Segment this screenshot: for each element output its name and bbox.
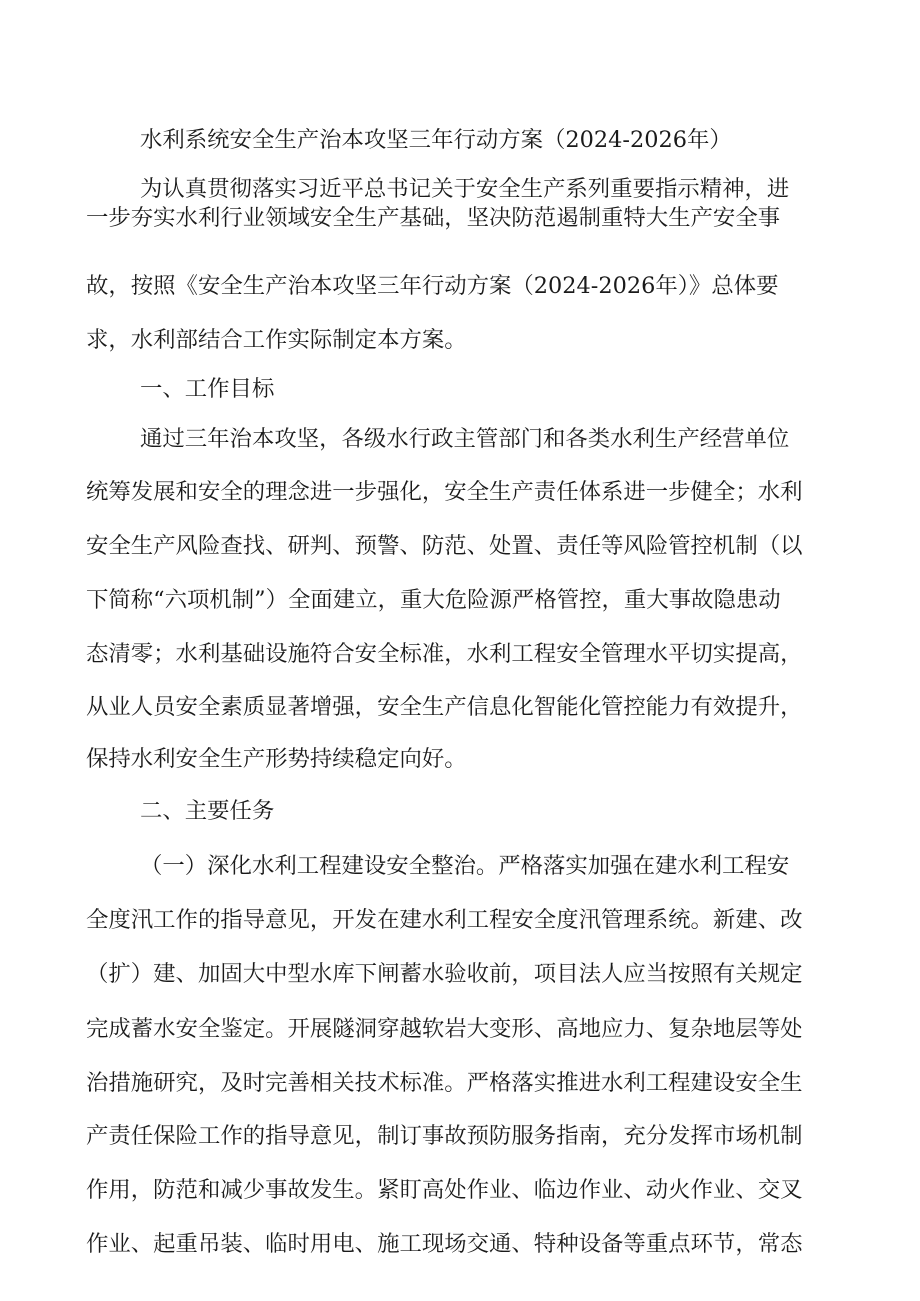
goals-line: 从业人员安全素质显著增强，安全生产信息化智能化管控能力有效提升， [86,694,803,720]
tasks-line: 完成蓄水安全鉴定。开展隧洞穿越软岩大变形、高地应力、复杂地层等处 [86,1016,803,1042]
goals-line: 通过三年治本攻坚，各级水行政主管部门和各类水利生产经营单位 [140,426,790,452]
goals-line: 保持水利安全生产形势持续稳定向好。 [86,746,467,772]
tasks-line: （扩）建、加固大中型水库下闸蓄水验收前，项目法人应当按照有关规定 [86,961,803,987]
tasks-line: （一）深化水利工程建设安全整治。严格落实加强在建水利工程安 [140,853,790,879]
goals-line: 下简称“六项机制”）全面建立，重大危险源严格管控，重大事故隐患动 [86,587,781,613]
goals-line: 统筹发展和安全的理念进一步强化，安全生产责任体系进一步健全；水利 [86,479,803,505]
tasks-line: 全度汛工作的指导意见，开发在建水利工程安全度汛管理系统。新建、改 [86,907,803,933]
tasks-line: 治措施研究，及时完善相关技术标准。严格落实推进水利工程建设安全生 [86,1070,803,1096]
intro-line: 一步夯实水利行业领域安全生产基础，坚决防范遏制重特大生产安全事 [86,205,781,231]
section-heading-goals: 一、工作目标 [140,376,275,402]
intro-line: 故，按照《安全生产治本攻坚三年行动方案（2024-2026年）》总体要 [86,273,779,299]
tasks-line: 产责任保险工作的指导意见，制订事故预防服务指南，充分发挥市场机制 [86,1123,803,1149]
intro-line: 求，水利部结合工作实际制定本方案。 [86,327,467,353]
section-heading-tasks: 二、主要任务 [140,798,275,824]
document-title: 水利系统安全生产治本攻坚三年行动方案（2024-2026年） [140,127,732,153]
goals-line: 安全生产风险查找、研判、预警、防范、处置、责任等风险管控机制（以 [86,533,803,559]
tasks-line: 作业、起重吊装、临时用电、施工现场交通、特种设备等重点环节，常态 [86,1231,803,1257]
tasks-line: 作用，防范和减少事故发生。紧盯高处作业、临边作业、动火作业、交叉 [86,1177,803,1203]
intro-line: 为认真贯彻落实习近平总书记关于安全生产系列重要指示精神，进 [140,176,790,202]
goals-line: 态清零；水利基础设施符合安全标准，水利工程安全管理水平切实提高， [86,641,803,667]
